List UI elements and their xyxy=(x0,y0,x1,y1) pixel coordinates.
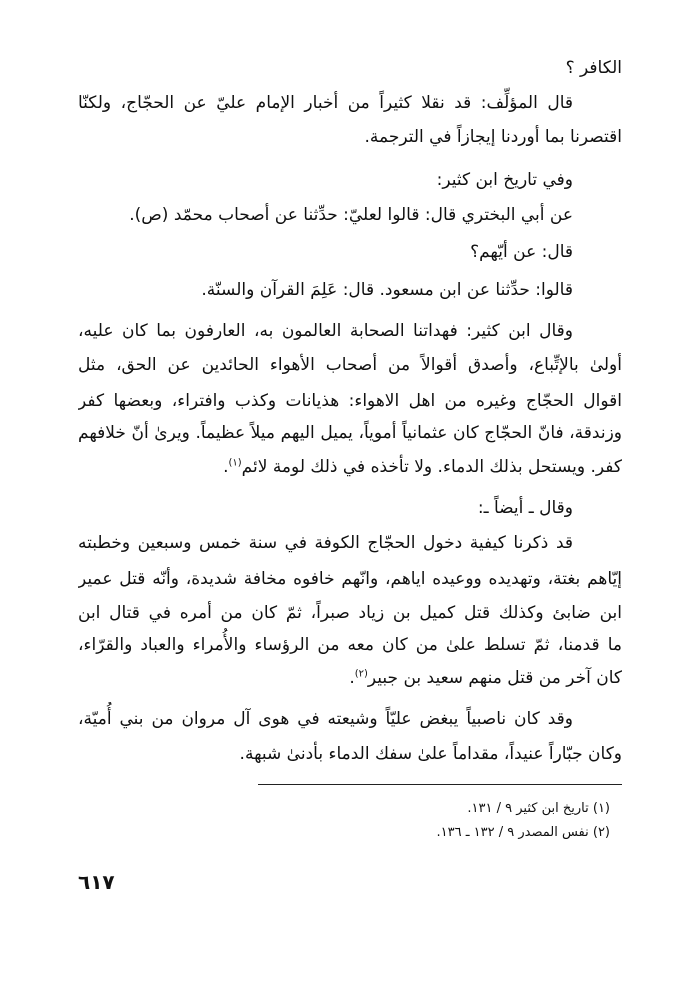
line-text: كفر. ويستحل بذلك الدماء. ولا تأخذه في ذلك لومة لائم xyxy=(241,457,622,477)
footnote-ref[interactable]: (١) xyxy=(228,457,242,469)
text-line: ابن ضابئ وكذلك قتل كميل بن زياد صبراً، ثمّ كان من أمره في قتال ابن xyxy=(78,603,622,623)
text-line: الكافر ؟ xyxy=(565,58,622,78)
text-line xyxy=(78,450,622,484)
text-line: قال المؤلِّف: قد نقلا كثيراً من أخبار الإمام عليّ عن الحجّاج، ولكنّا xyxy=(78,93,573,113)
line-end: . xyxy=(223,457,229,477)
text-line: ما قدمنا، ثمّ تسلط علىٰ من كان معه من الرؤساء والأُمراء والعباد والقرّاء، xyxy=(78,635,622,655)
footnote: (٢) نفس المصدر ٩ / ١٣٢ ـ ١٣٦. xyxy=(436,825,610,840)
text-line: أولىٰ بالإتِّباع، وأصدق أقوالاً من أصحاب الأهواء الحائدين عن الحق، مثل xyxy=(78,355,622,375)
line-end: . xyxy=(349,668,355,688)
text-line: اقوال الحجّاج وغيره من اهل الاهواء: هذيانات وكذب وافتراء، وبعضها كفر xyxy=(78,391,622,411)
text-line: وفي تاريخ ابن كثير: xyxy=(436,170,573,190)
page-number: ٦١٧ xyxy=(78,870,115,894)
footnote: (١) تاريخ ابن كثير ٩ / ١٣١. xyxy=(467,801,610,816)
text-line xyxy=(78,661,622,695)
text-line: قال: عن أيّهم؟ xyxy=(470,242,573,262)
text-line: وقال ـ أيضاً ـ: xyxy=(477,498,573,518)
line-text: كان آخر من قتل منهم سعيد بن جبير xyxy=(367,668,622,688)
text-line: وقد كان ناصبياً يبغض عليّاً وشيعته في هوى آل مروان من بني أُميّة، xyxy=(78,709,573,729)
text-line: وقال ابن كثير: فهداتنا الصحابة العالمون به، العارفون بما كان عليه، xyxy=(78,321,573,341)
text-line: قالوا: حدِّثنا عن ابن مسعود. قال: عَلِمَ القرآن والسنّة. xyxy=(201,280,573,300)
text-line: قد ذكرنا كيفية دخول الحجّاج الكوفة في سنة خمس وسبعين وخطبته xyxy=(78,533,573,553)
text-line: وزندقة، فانّ الحجّاج كان عثمانياً أموياً، يميل اليهم ميلاً عظيماً. ويرىٰ أنّ خلافهم xyxy=(78,423,622,443)
footnote-ref[interactable]: (٢) xyxy=(354,668,368,680)
footnote-divider xyxy=(258,784,622,785)
text-line: عن أبي البختري قال: قالوا لعليّ: حدِّثنا عن أصحاب محمّد (ص). xyxy=(129,205,573,225)
text-line: إيّاهم بغتة، وتهديده ووعيده اياهم، وانّهم خافوه مخافة شديدة، وأنّه قتل عمير xyxy=(78,569,622,589)
text-line: وكان جبّاراً عنيداً، مقداماً علىٰ سفك الدماء بأدنىٰ شبهة. xyxy=(239,744,622,764)
text-line: اقتصرنا بما أوردنا إيجازاً في الترجمة. xyxy=(364,127,622,147)
